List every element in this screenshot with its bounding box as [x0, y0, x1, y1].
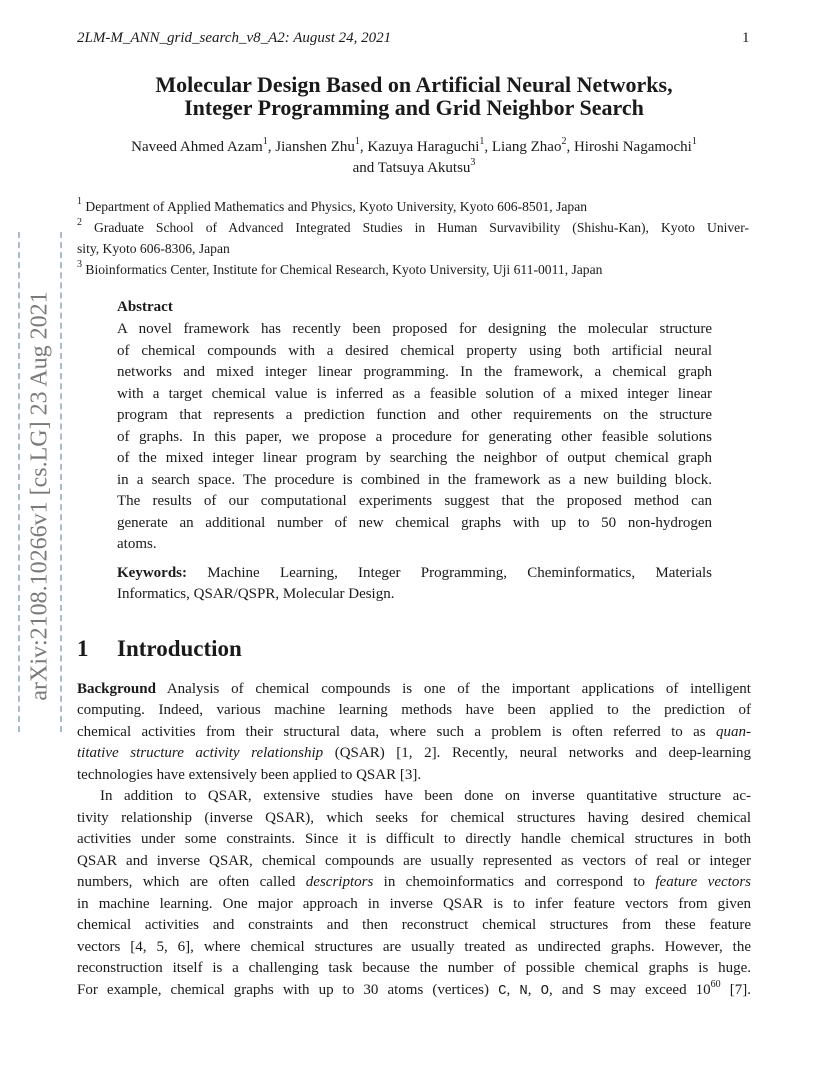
affiliation-text: Department of Applied Mathematics and Physics, Kyoto University, Kyoto 606-8501, Japan [85, 199, 588, 214]
abstract-line: of the mixed integer linear program by searching the neighbor of output chemical graph [117, 450, 712, 466]
intro-line: in machine learning. One major approach in inverse QSAR is to infer feature vectors from given [77, 896, 751, 912]
intro-text: Analysis of chemical compounds is one of the important applications of intelligent [166, 681, 751, 697]
keywords-line-2: Informatics, QSAR/QSPR, Molecular Design. [117, 586, 395, 602]
author-affiliation-mark: 1 [479, 136, 485, 147]
keywords-text: Machine Learning, Integer Programming, Cheminformatics, Materials [207, 565, 713, 581]
author-list: Naveed Ahmed Azam$^1$, Jianshen Zhu$^1$, Kazuya Haraguchi$^1$, Liang Zhao$^2$, Hiroshi Nagamochi$^1$ [131, 136, 697, 155]
intro-line: reconstruction itself is a challenging task because the number of possible chemical graphs is huge. [77, 960, 751, 976]
intro-line: QSAR and inverse QSAR, chemical compounds are usually represented as vectors of real or integer [77, 853, 751, 869]
running-head: 2LM-M_ANN_grid_search_v8_A2: August 24, 2021 [77, 30, 392, 46]
abstract-line: with a target chemical value is inferred as a feasible solution of a mixed integer linear [117, 386, 712, 402]
abstract-line: of graphs. In this paper, we propose a procedure for generating other feasible solutions [117, 429, 712, 445]
intro-text: numbers, which are often called [77, 874, 296, 890]
affiliation-text: Bioinformatics Center, Institute for Chemical Research, Kyoto University, Uji 611-0011, Japan [85, 262, 603, 277]
page-number: 1 [742, 30, 750, 46]
abstract-line: networks and mixed integer linear programming. In the framework, a chemical graph [117, 364, 712, 380]
abstract-line: of chemical compounds with a desired chemical property using both artificial neural [117, 343, 712, 359]
author-affiliation-mark: 1 [354, 136, 360, 147]
intro-italic-text: quan- [716, 724, 752, 740]
intro-text: in chemoinformatics and correspond to [383, 874, 646, 890]
intro-line [77, 681, 751, 698]
affiliation-number: 2 [77, 217, 82, 229]
abstract-line: program that represents a prediction function and other requirements on the structure [117, 407, 712, 423]
author-affiliation-mark: 2 [561, 136, 567, 147]
intro-line [77, 874, 751, 891]
abstract-line: A novel framework has recently been proposed for designing the molecular structure [117, 321, 712, 337]
affiliation-2 [77, 217, 750, 236]
keywords-line-1 [117, 565, 712, 582]
section-heading [77, 636, 242, 662]
intro-line: technologies have extensively been applied to QSAR [3]. [77, 767, 422, 783]
intro-line: chemical activities and constraints and then reconstruct chemical structures from these feature [77, 917, 751, 933]
abstract-heading: Abstract [117, 299, 173, 315]
intro-italic-text: titative structure activity relationship [77, 745, 324, 761]
intro-text: For example, chemical graphs with up to 30 atoms (vertices) [77, 982, 490, 998]
arxiv-stamp: arXiv:2108.10266v1 [cs.LG] 23 Aug 2021 [26, 291, 53, 701]
paper-title-line-2: Integer Programming and Grid Neighbor Search [184, 95, 644, 120]
atom-symbol: N [519, 983, 528, 999]
affiliation-number: 1 [77, 196, 82, 208]
author-name: Jianshen Zhu [275, 139, 355, 155]
paper-title-line-1: Molecular Design Based on Artificial Neural Networks, [155, 72, 673, 97]
author-name: Kazuya Haraguchi [367, 139, 480, 155]
author-name: Hiroshi Nagamochi [573, 139, 692, 155]
intro-line [77, 745, 751, 762]
affiliation-3 [77, 259, 603, 278]
intro-text: and [561, 982, 584, 998]
intro-text: (QSAR) [1, 2]. Recently, neural networks and deep-learning [334, 745, 751, 761]
atom-symbol: C [498, 983, 507, 999]
affiliation-2-cont: sity, Kyoto 606-8306, Japan [77, 241, 230, 256]
author-name: Liang Zhao [491, 139, 562, 155]
intro-line: tivity relationship (inverse QSAR), which seeks for chemical structures having desired chemical [77, 810, 751, 826]
atom-symbol: S [592, 983, 601, 999]
abstract-line: The results of our computational experiments suggest that the proposed method can [117, 493, 712, 509]
intro-text: chemical activities from their structural data, where such a problem is often referred to as [77, 724, 706, 740]
paragraph-label: Background [77, 681, 156, 697]
author-name: Naveed Ahmed Azam [131, 139, 263, 155]
author-name: and Tatsuya Akutsu [352, 160, 471, 176]
intro-italic-text: descriptors [305, 874, 374, 890]
atom-symbol: O [540, 983, 549, 999]
intro-line: In addition to QSAR, extensive studies have been done on inverse quantitative structure ac- [100, 788, 751, 804]
citation: [7]. [729, 982, 751, 998]
intro-line: activities under some constraints. Since it is difficult to directly handle chemical structures in both [77, 831, 751, 847]
section-title: Introduction [117, 636, 242, 661]
intro-line: vectors [4, 5, 6], where chemical structures are usually treated as undirected graphs. However, the [77, 939, 751, 955]
section-number: 1 [77, 636, 89, 661]
affiliation-number: 3 [77, 259, 82, 271]
abstract-line: in a search space. The procedure is combined in the framework as a new building block. [117, 472, 712, 488]
intro-line: computing. Indeed, various machine learning methods have been applied to the prediction of [77, 702, 751, 718]
abstract-line: atoms. [117, 536, 157, 552]
intro-text: may exceed 10 [610, 982, 711, 998]
exponent: 60 [710, 979, 721, 990]
abstract-line: generate an additional number of new chemical graphs with up to 50 non-hydrogen [117, 515, 712, 531]
intro-italic-text: feature vectors [655, 874, 751, 890]
author-list-line-2 [0, 157, 828, 177]
keywords-label: Keywords: [117, 565, 187, 581]
author-affiliation-mark: 1 [691, 136, 697, 147]
author-affiliation-mark: 1 [262, 136, 268, 147]
intro-line [77, 724, 751, 741]
intro-line: For example, chemical graphs with up to 30 atoms (vertices) C, N, O, and S may exceed $10^{60}$ [7]. [77, 979, 751, 999]
author-affiliation-mark: 3 [470, 157, 476, 168]
affiliation-text: Graduate School of Advanced Integrated Studies in Human Survavibility (Shishu-Kan), Kyoto Univer- [94, 220, 750, 235]
affiliation-1 [77, 196, 588, 215]
